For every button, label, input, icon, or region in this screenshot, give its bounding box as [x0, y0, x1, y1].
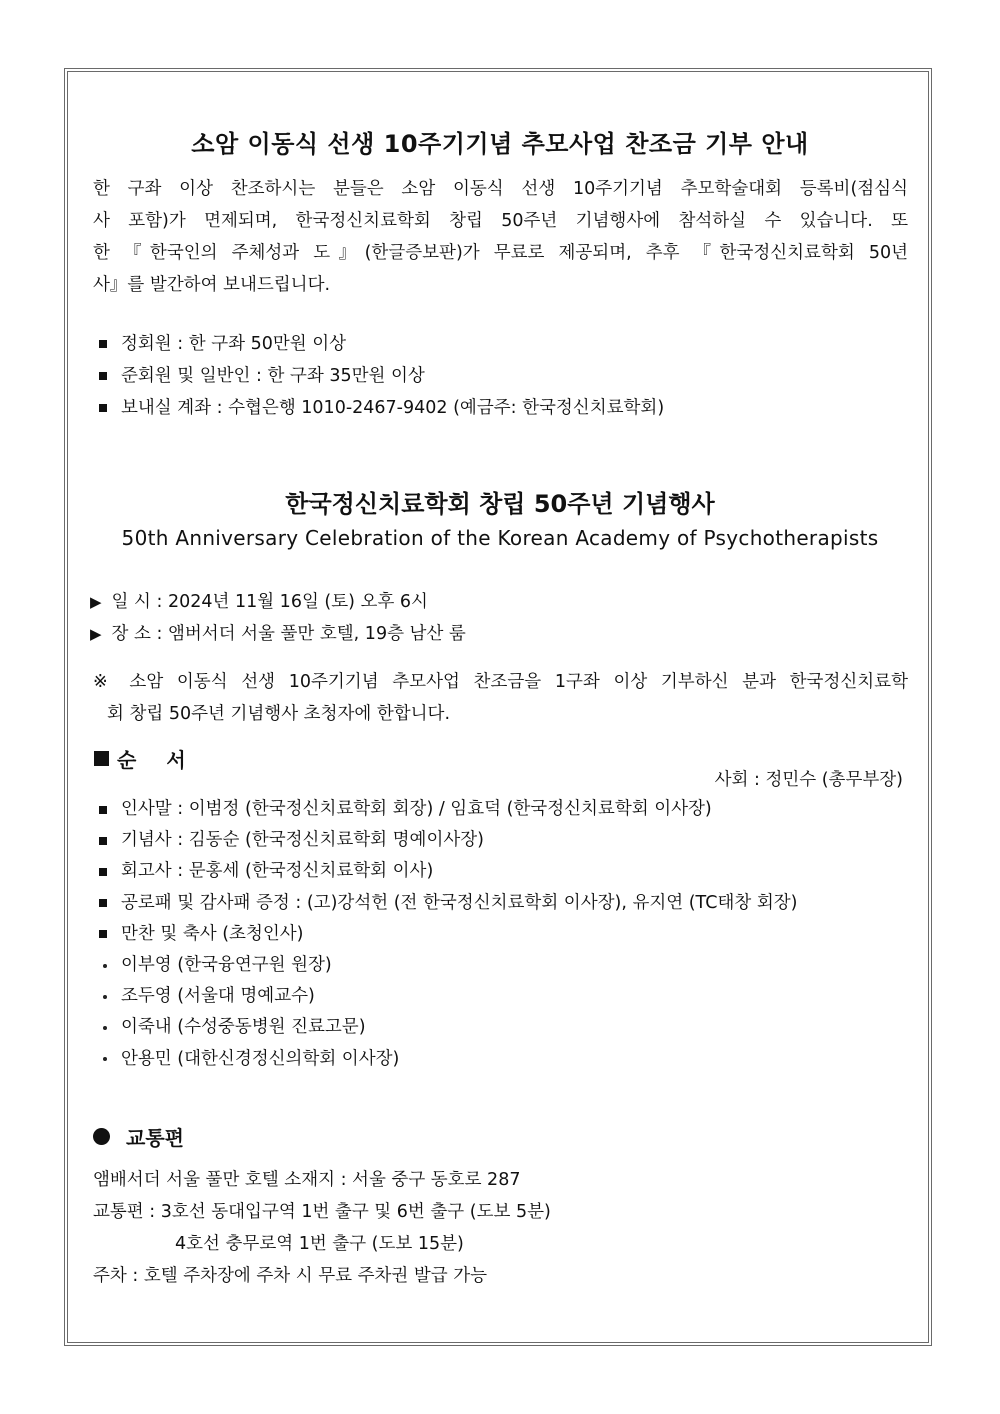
event-subtitle: 50th Anniversary Celebration of the Korean Academy of Psychotherapists	[121, 526, 879, 550]
list-item	[97, 856, 797, 887]
program-item-text: 만찬 및 축사 (초청인사)	[121, 923, 304, 944]
transport-info	[93, 1164, 551, 1292]
transport-heading-text: 교통편	[126, 1126, 184, 1150]
square-bullet-icon	[99, 806, 107, 814]
fee-associate-member: 준회원 및 일반인 : 한 구좌 35만원 이상	[121, 366, 425, 386]
list-item	[97, 919, 797, 950]
program-heading	[94, 744, 216, 773]
square-bullet-icon	[99, 868, 107, 876]
list-item	[97, 888, 797, 919]
square-bullet-icon	[99, 404, 107, 412]
square-bullet-icon	[99, 837, 107, 845]
paragraph-line: 한 『한국인의 주체성과 도』(한글증보판)가 무료로 제공되며, 추후 『한국정신치료학회 50년	[93, 243, 908, 263]
square-bullet-icon	[99, 899, 107, 907]
donation-title: 소암 이동식 선생 10주기기념 추모사업 찬조금 기부 안내	[191, 130, 809, 158]
program-item-text: 기념사 : 김동순 (한국정신치료학회 명예이사장)	[121, 830, 484, 851]
program-item-text: 공로패 및 감사패 증정 : (고)강석헌 (전 한국정신치료학회 이사장), 유지연 (TC태창 회장)	[121, 892, 798, 913]
event-info	[90, 586, 466, 650]
guest-item	[97, 1044, 797, 1075]
square-bullet-icon	[99, 340, 107, 348]
note-line: 회 창립 50주년 기념행사 초청자에 한합니다.	[107, 704, 451, 724]
list-item	[97, 328, 664, 360]
program-item-text: 인사말 : 이범정 (한국정신치료학회 회장) / 임효덕 (한국정신치료학회 이사장)	[121, 799, 712, 819]
note-line: ※ 소암 이동식 선생 10주기기념 추모사업 찬조금을 1구좌 이상 기부하신 분과 한국정신치료학	[93, 672, 908, 692]
paragraph-line: 한 구좌 이상 찬조하시는 분들은 소암 이동식 선생 10주기기념 추모학술대회 등록비(점심식	[93, 179, 908, 199]
event-title: 한국정신치료학회 창립 50주년 기념행사	[285, 490, 715, 518]
event-date	[90, 586, 466, 618]
guest-text: 조두영 (서울대 명예교수)	[121, 986, 315, 1007]
dot-bullet-icon	[103, 995, 107, 999]
list-item	[97, 825, 797, 856]
guest-item	[97, 950, 797, 981]
guest-text: 이죽내 (수성중동병원 진료고문)	[121, 1017, 366, 1038]
square-bullet-icon	[99, 930, 107, 938]
list-item	[97, 360, 664, 392]
dot-bullet-icon	[103, 1026, 107, 1030]
program-list	[97, 794, 797, 1075]
program-heading-text: 순서	[117, 748, 216, 772]
bank-account: 보내실 계좌 : 수협은행 1010-2467-9402 (예금주: 한국정신치료학회)	[121, 398, 665, 418]
event-venue	[90, 618, 466, 650]
subway-line-3: 교통편 : 3호선 동대입구역 1번 출구 및 6번 출구 (도보 5분)	[93, 1202, 551, 1222]
guest-text: 안용민 (대한신경정신의학회 이사장)	[121, 1048, 400, 1069]
paragraph-line: 사 포함)가 면제되며, 한국정신치료학회 창립 50주년 기념행사에 참석하실 수 있습니다. 또	[93, 211, 908, 231]
hotel-address: 앰배서더 서울 풀만 호텔 소재지 : 서울 중구 동호로 287	[93, 1170, 521, 1190]
list-item	[97, 392, 664, 424]
dot-bullet-icon	[103, 1057, 107, 1061]
triangle-bullet-icon: ▶	[90, 593, 102, 611]
guest-item	[97, 1012, 797, 1043]
dot-bullet-icon	[103, 964, 107, 968]
parking-info: 주차 : 호텔 주차장에 주차 시 무료 주차권 발급 가능	[93, 1266, 488, 1286]
square-heading-icon	[94, 751, 109, 766]
guest-item	[97, 981, 797, 1012]
guest-text: 이부영 (한국융연구원 원장)	[121, 955, 332, 976]
program-item-text: 회고사 : 문홍세 (한국정신치료학회 이사)	[121, 861, 434, 882]
circle-bullet-icon	[93, 1128, 110, 1145]
subway-line-4: 4호선 충무로역 1번 출구 (도보 15분)	[175, 1234, 464, 1254]
transport-heading	[93, 1122, 184, 1151]
donation-paragraph	[93, 173, 908, 301]
square-bullet-icon	[99, 372, 107, 380]
fee-list	[97, 328, 664, 424]
list-item	[97, 794, 797, 825]
event-venue-text: 장 소 : 앰버서더 서울 풀만 호텔, 19층 남산 룸	[111, 624, 466, 644]
attendance-note	[93, 666, 908, 730]
fee-regular-member: 정회원 : 한 구좌 50만원 이상	[121, 334, 347, 354]
paragraph-line: 사』를 발간하여 보내드립니다.	[93, 275, 331, 295]
triangle-bullet-icon: ▶	[90, 625, 102, 643]
event-date-text: 일 시 : 2024년 11월 16일 (토) 오후 6시	[111, 592, 428, 612]
master-of-ceremonies: 사회 : 정민수 (총무부장)	[714, 770, 903, 790]
